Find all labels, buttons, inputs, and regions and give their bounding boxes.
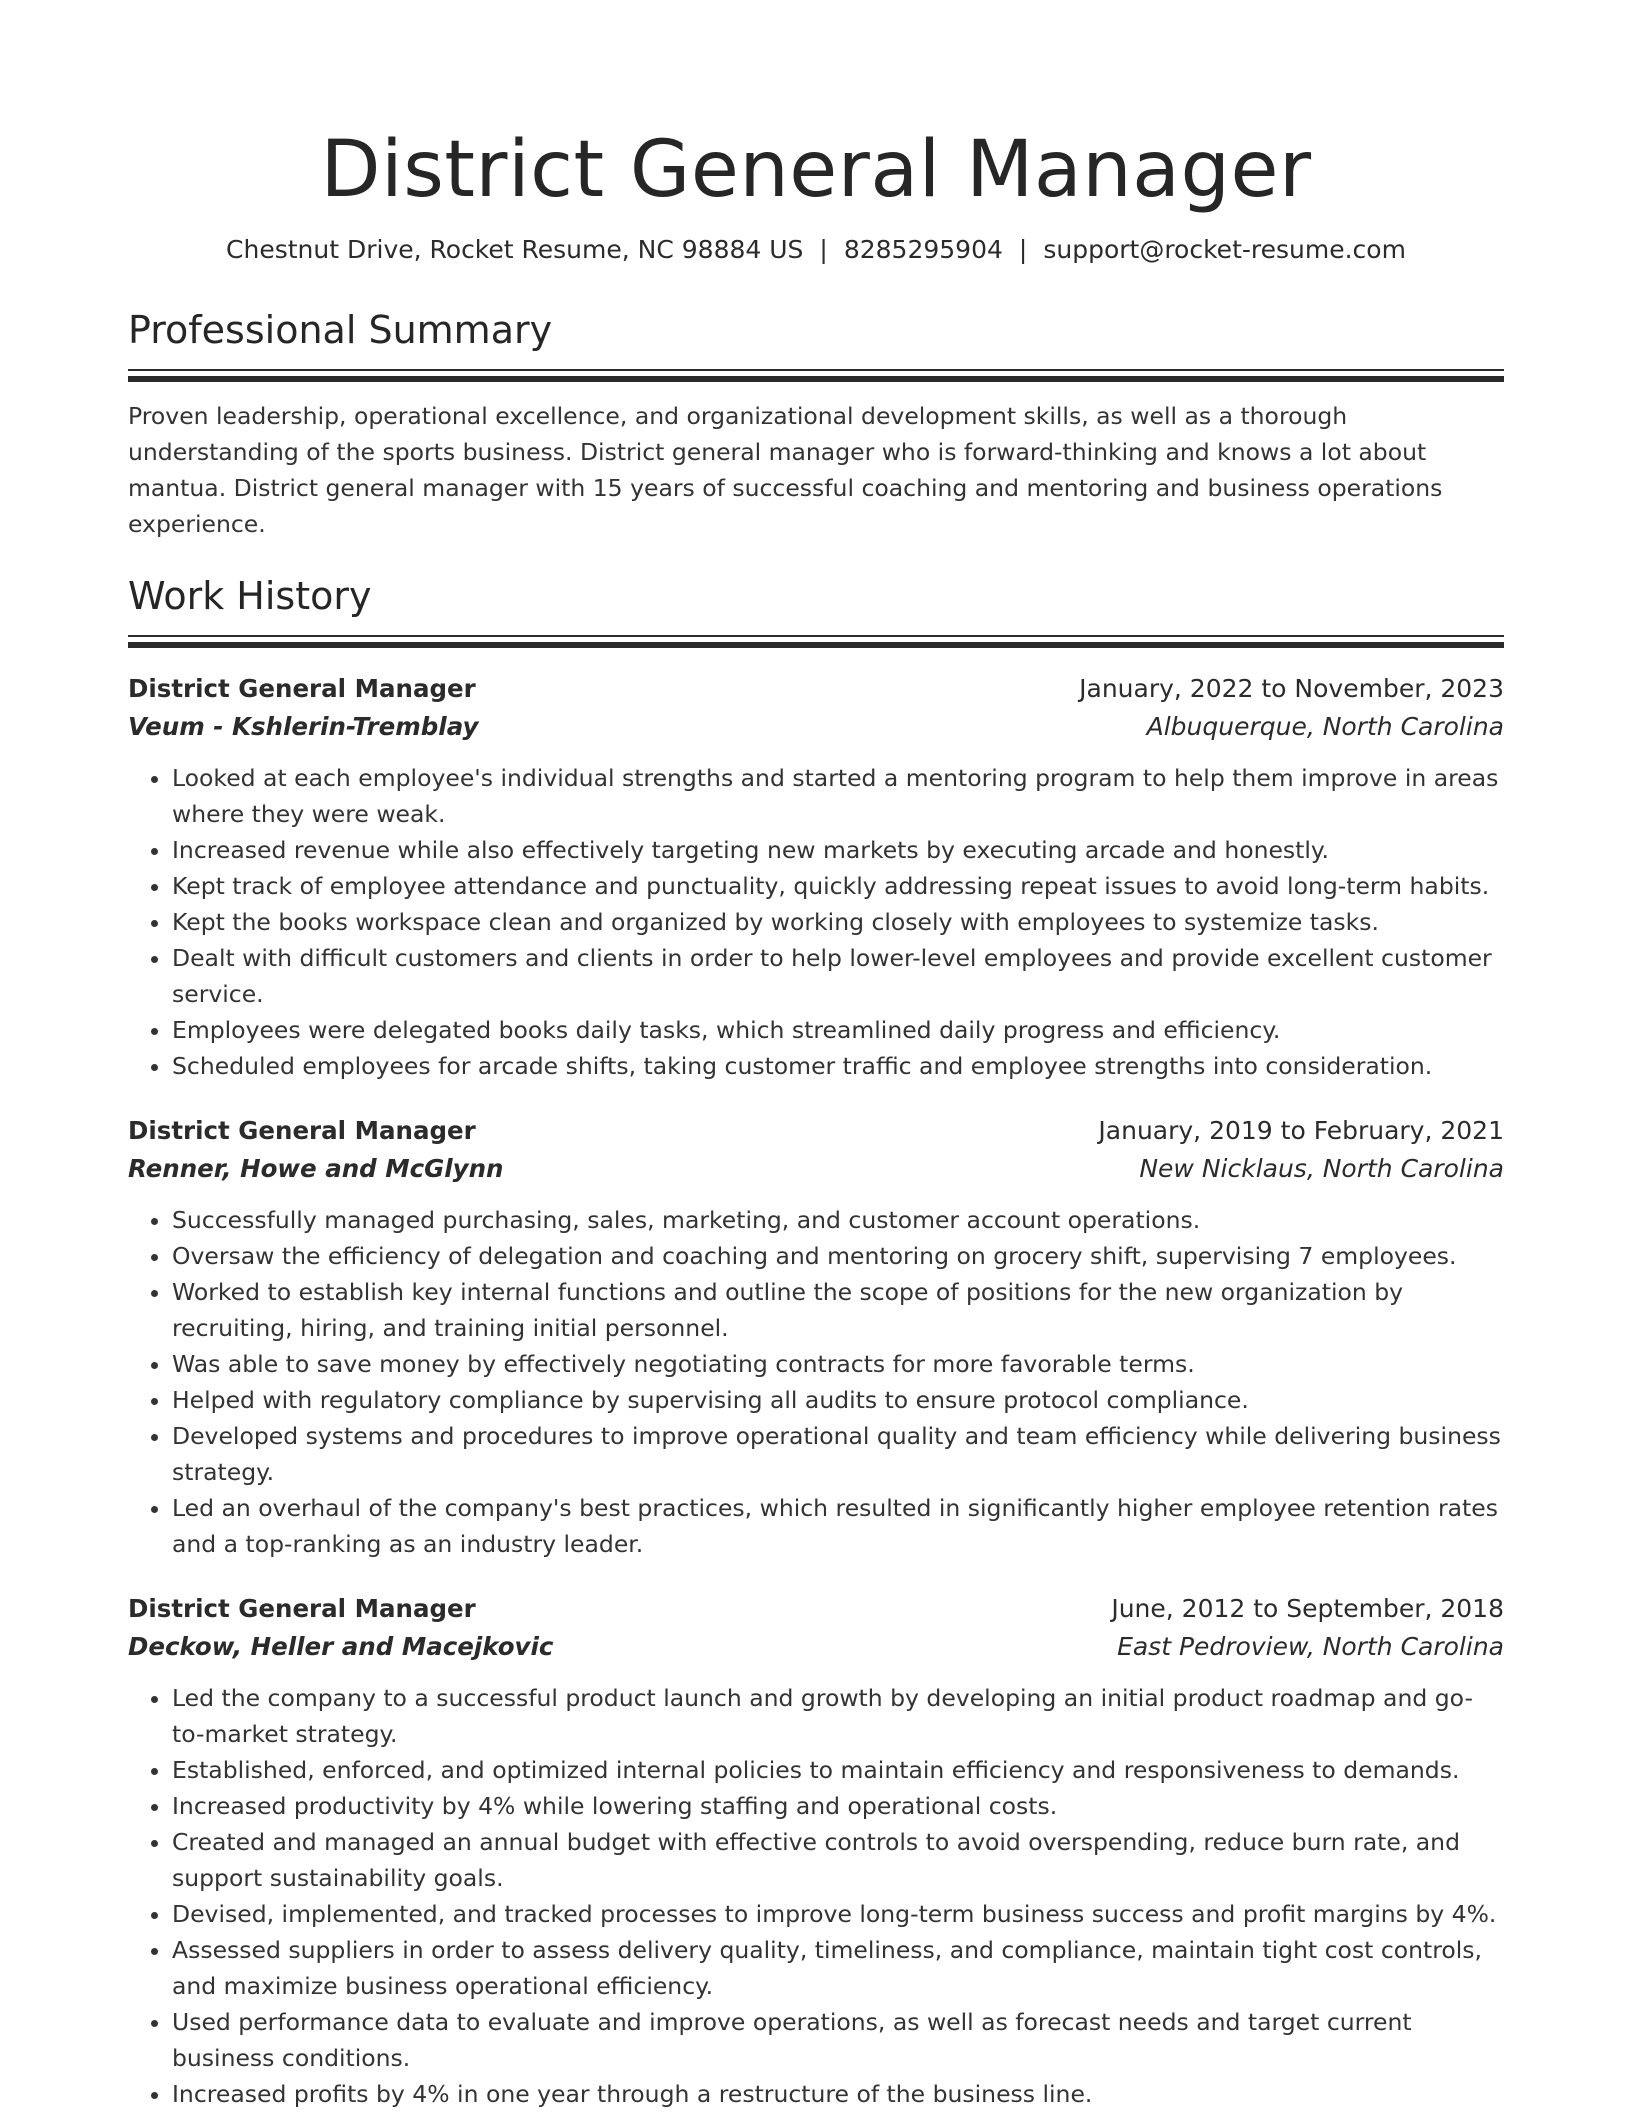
work-history-section	[128, 571, 1504, 2112]
job-title: District General Manager	[128, 674, 476, 703]
job-bullet: • Was able to save money by effectively negotiating contracts for more favorable terms.	[172, 1346, 1504, 1382]
job-subheader	[128, 1628, 1504, 1666]
job-dates: June, 2012 to September, 2018	[1111, 1594, 1504, 1623]
job-bullet: • Increased profits by 4% in one year through a restructure of the business line.	[172, 2076, 1504, 2112]
contact-email: support@rocket-resume.com	[1043, 235, 1406, 264]
resume-page	[128, 0, 1504, 2112]
job-bullet: • Kept the books workspace clean and organized by working closely with employees to systemize tasks.	[172, 904, 1504, 940]
job-entry	[128, 1112, 1504, 1562]
job-bullet: • Developed systems and procedures to improve operational quality and team efficiency while delivering business strategy.	[172, 1418, 1504, 1490]
job-bullets	[128, 1680, 1504, 2112]
resume-name: District General Manager	[320, 125, 1312, 215]
job-entry	[128, 1590, 1504, 2112]
job-bullet: • Oversaw the efficiency of delegation and coaching and mentoring on grocery shift, supervising 7 employees.	[172, 1238, 1504, 1274]
job-bullet: • Increased productivity by 4% while lowering staffing and operational costs.	[172, 1788, 1504, 1824]
job-header	[128, 670, 1504, 708]
job-header	[128, 1590, 1504, 1628]
summary-text: Proven leadership, operational excellence, and organizational development skills, as well as a thorough understanding of the sports business. District general manager who is forward-thinking and knows a lot about mantua. District general manager with 15 years of successful coaching and mentoring and business operations experience.	[128, 402, 1443, 538]
job-bullet: • Looked at each employee's individual strengths and started a mentoring program to help them improve in areas where they were weak.	[172, 760, 1504, 832]
job-location: New Nicklaus, North Carolina	[1139, 1154, 1504, 1183]
contact-address: Chestnut Drive, Rocket Resume, NC 98884 US	[226, 235, 804, 264]
job-location: East Pedroview, North Carolina	[1117, 1632, 1504, 1661]
job-company: Deckow, Heller and Macejkovic	[128, 1632, 554, 1661]
job-bullet: • Assessed suppliers in order to assess delivery quality, timeliness, and compliance, maintain tight cost controls, and maximize business operational efficiency.	[172, 1932, 1504, 2004]
job-company: Renner, Howe and McGlynn	[128, 1154, 504, 1183]
contact-phone: 8285295904	[843, 235, 1003, 264]
job-title: District General Manager	[128, 1594, 476, 1623]
contact-separator: |	[819, 235, 828, 264]
section-heading-work-history: Work History	[128, 574, 372, 618]
job-company: Veum - Kshlerin-Tremblay	[128, 712, 479, 741]
job-title: District General Manager	[128, 1116, 476, 1145]
job-location: Albuquerque, North Carolina	[1146, 712, 1504, 741]
job-bullet: • Successfully managed purchasing, sales, marketing, and customer account operations.	[172, 1202, 1504, 1238]
job-bullet: • Increased revenue while also effectively targeting new markets by executing arcade and honestly.	[172, 832, 1504, 868]
job-dates: January, 2022 to November, 2023	[1079, 674, 1504, 703]
job-bullets	[128, 760, 1504, 1084]
section-heading-summary: Professional Summary	[128, 308, 553, 352]
job-header	[128, 1112, 1504, 1150]
contact-separator: |	[1018, 235, 1028, 264]
job-bullet: • Helped with regulatory compliance by supervising all audits to ensure protocol compliance.	[172, 1382, 1504, 1418]
job-bullets	[128, 1202, 1504, 1562]
job-bullet: • Dealt with difficult customers and clients in order to help lower-level employees and provide excellent customer service.	[172, 940, 1504, 1012]
job-subheader	[128, 1150, 1504, 1188]
job-subheader	[128, 708, 1504, 746]
job-bullet: • Led the company to a successful product launch and growth by developing an initial product roadmap and go-to-market strategy.	[172, 1680, 1504, 1752]
job-bullet: • Worked to establish key internal functions and outline the scope of positions for the new organization by recruiting, hiring, and training initial personnel.	[172, 1274, 1504, 1346]
job-bullet: • Devised, implemented, and tracked processes to improve long-term business success and profit margins by 4%.	[172, 1896, 1504, 1932]
job-entry	[128, 670, 1504, 1084]
job-bullet: • Used performance data to evaluate and improve operations, as well as forecast needs and target current business conditions.	[172, 2004, 1504, 2076]
job-bullet: • Established, enforced, and optimized internal policies to maintain efficiency and responsiveness to demands.	[172, 1752, 1504, 1788]
job-bullet: • Employees were delegated books daily tasks, which streamlined daily progress and efficiency.	[172, 1012, 1504, 1048]
professional-summary-section	[128, 305, 1504, 542]
section-divider	[128, 369, 1504, 382]
contact-line	[128, 232, 1504, 268]
section-divider	[128, 635, 1504, 648]
job-bullet: • Led an overhaul of the company's best practices, which resulted in significantly higher employee retention rates and a top-ranking as an industry leader.	[172, 1490, 1504, 1562]
job-dates: January, 2019 to February, 2021	[1098, 1116, 1504, 1145]
job-bullet: • Scheduled employees for arcade shifts, taking customer traffic and employee strengths into consideration.	[172, 1048, 1504, 1084]
job-bullet: • Created and managed an annual budget with effective controls to avoid overspending, reduce burn rate, and support sustainability goals.	[172, 1824, 1504, 1896]
job-bullet: • Kept track of employee attendance and punctuality, quickly addressing repeat issues to avoid long-term habits.	[172, 868, 1504, 904]
